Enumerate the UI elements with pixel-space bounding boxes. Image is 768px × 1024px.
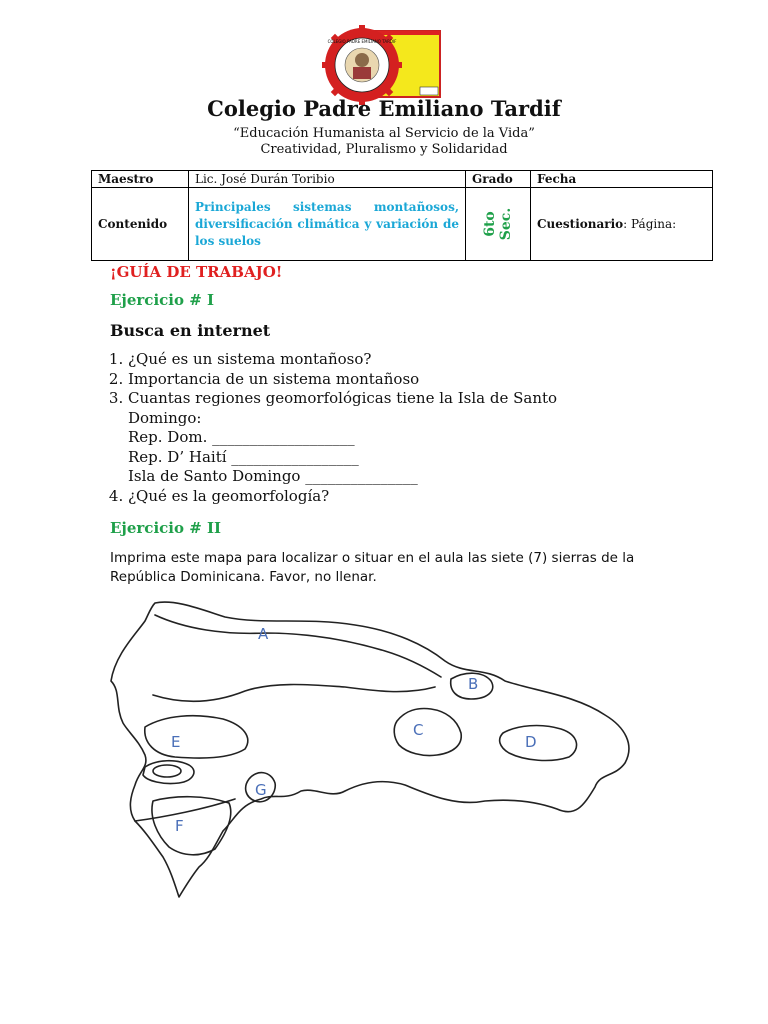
exercise-1-subtitle: Busca en internet: [110, 321, 271, 340]
region-f: [152, 797, 231, 855]
logo-text: [328, 39, 398, 44]
lake-inner: [153, 765, 181, 777]
contenido-value: Principales sistemas montañosos, diversificación climática y variación de los suelos: [189, 188, 466, 261]
school-values: Creatividad, Pluralismo y Solidaridad: [260, 142, 508, 157]
info-row-bottom: [92, 188, 713, 261]
question-2: 2. Importancia de un sistema montañoso: [128, 370, 608, 390]
cuestionario-value: : Página:: [623, 217, 677, 231]
grado-value: [466, 188, 531, 261]
question-4: 4. ¿Qué es la geomorfología?: [128, 487, 608, 507]
map-letters: [171, 625, 537, 835]
grado-value-2: Sec.: [498, 207, 514, 241]
school-motto: “Educación Humanista al Servicio de la Vida”: [233, 126, 535, 141]
maestro-label: Maestro: [92, 171, 189, 188]
region-e: [145, 716, 248, 758]
grado-value-1: 6to: [482, 211, 498, 237]
map-letter-a: A: [258, 625, 269, 643]
question-3-haiti: Rep. D’ Haití _________________: [128, 447, 359, 466]
exercise-2-title: Ejercicio # II: [110, 519, 222, 537]
school-logo: [320, 25, 446, 105]
grado-label: Grado: [466, 171, 531, 188]
question-list: [104, 350, 608, 506]
cuestionario-label: Cuestionario: [537, 217, 624, 231]
south-coast: [135, 799, 235, 821]
region-a-line: [155, 615, 441, 677]
exercise-2-instruction: Imprima este mapa para localizar o situar en el aula las siete (7) sierras de la República Dominicana. Favor, no llenar.: [110, 550, 635, 585]
svg-text:COLEGIO PADRE EMILIANO TARDIF: COLEGIO PADRE EMILIANO TARDIF: [327, 39, 397, 44]
map-letter-d: D: [525, 733, 537, 751]
map-letter-b: B: [468, 675, 479, 693]
region-d: [500, 726, 577, 761]
exercise-1-title: Ejercicio # I: [110, 291, 215, 309]
maestro-value: Lic. José Durán Toribio: [189, 171, 466, 188]
region-a-lower: [153, 685, 435, 702]
question-3-text: Cuantas regiones geomorfológicas tiene la Isla de Santo Domingo:: [128, 389, 558, 427]
map-letter-g: G: [255, 781, 267, 799]
dominican-republic-map: [105, 595, 655, 905]
map-letter-c: C: [413, 721, 424, 739]
map-letter-e: E: [171, 733, 181, 751]
question-3-isla: Isla de Santo Domingo _______________: [128, 467, 418, 485]
region-c: [394, 709, 461, 756]
question-1: 1. ¿Qué es un sistema montañoso?: [128, 350, 608, 370]
question-3-rep-dom: Rep. Dom. ___________________: [128, 428, 355, 446]
cuestionario-cell: [531, 188, 713, 261]
map-letter-f: F: [175, 817, 184, 835]
lake: [143, 761, 194, 784]
fecha-label: Fecha: [531, 171, 713, 188]
info-row-top: [92, 171, 713, 188]
info-table: [91, 170, 713, 261]
school-title: Colegio Padre Emiliano Tardif: [207, 96, 561, 121]
question-3: [128, 389, 608, 487]
guide-title: ¡GUÍA DE TRABAJO!: [110, 263, 283, 281]
contenido-label: Contenido: [92, 188, 189, 261]
